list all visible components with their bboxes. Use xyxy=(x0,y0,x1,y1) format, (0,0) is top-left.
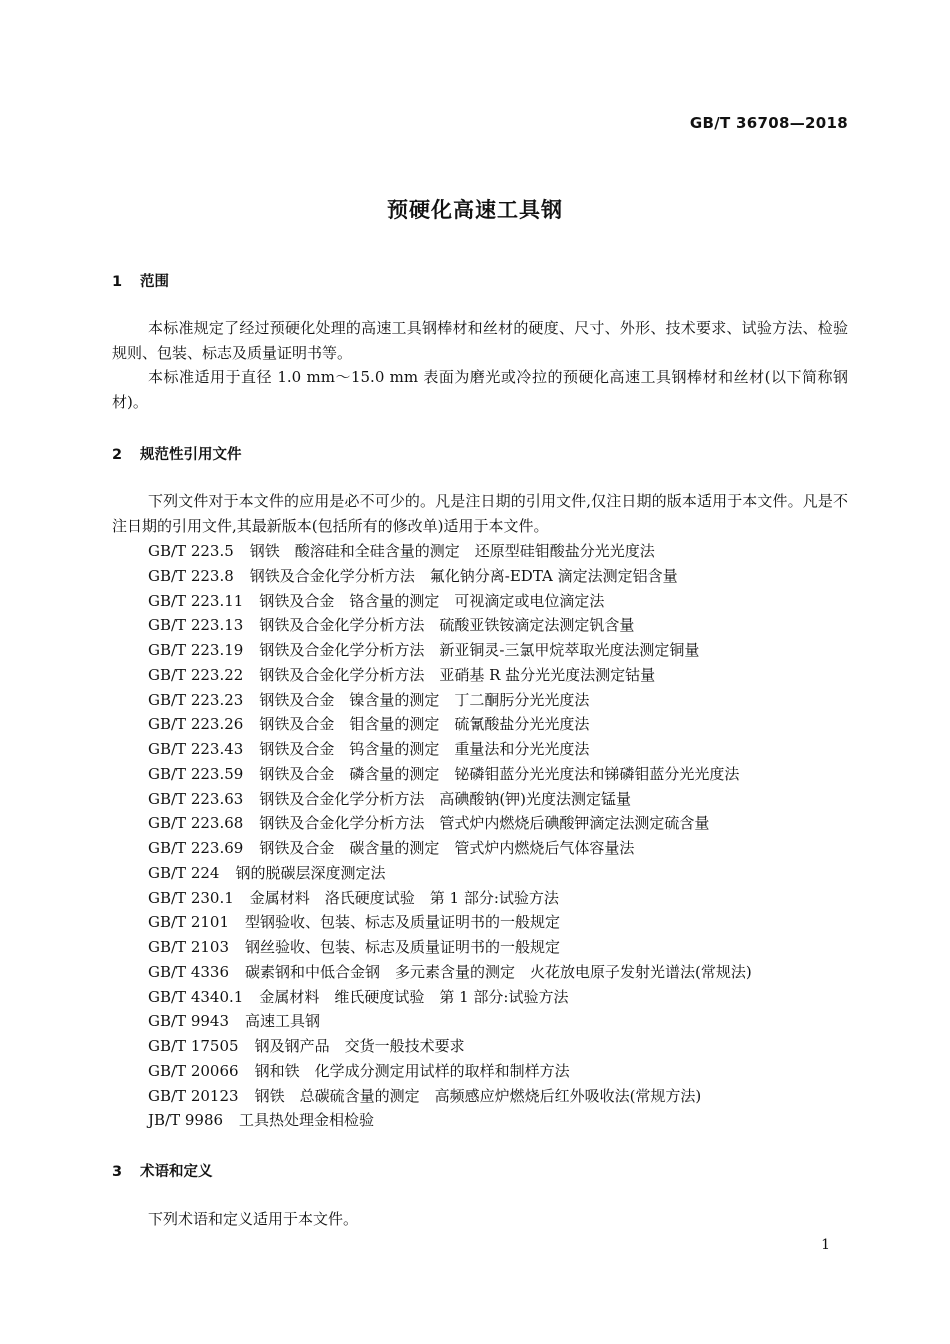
reference-item xyxy=(148,787,752,812)
reference-title: 钢铁及合金化学分析方法 新亚铜灵-三氯甲烷萃取光度法测定铜量 xyxy=(259,641,700,659)
reference-title: 钢铁及合金化学分析方法 氟化钠分离-EDTA 滴定法测定铝含量 xyxy=(249,566,678,585)
reference-code: GB/T 17505 xyxy=(148,1037,239,1055)
reference-item xyxy=(148,613,752,638)
reference-title: 钢铁及合金化学分析方法 管式炉内燃烧后碘酸钾滴定法测定硫含量 xyxy=(259,814,710,833)
section-3-heading xyxy=(112,1160,213,1181)
reference-item xyxy=(148,762,752,787)
section-title: 术语和定义 xyxy=(140,1164,213,1180)
section-title: 范围 xyxy=(140,274,169,290)
reference-item xyxy=(148,811,752,836)
section-number: 2 xyxy=(112,447,123,463)
section-2-heading xyxy=(112,443,242,464)
section-number: 3 xyxy=(112,1164,123,1180)
reference-item xyxy=(148,564,752,589)
reference-title: 钢的脱碳层深度测定法 xyxy=(235,863,386,882)
reference-code: GB/T 223.23 xyxy=(148,690,244,709)
reference-item xyxy=(148,712,752,737)
reference-item xyxy=(148,638,752,663)
reference-title: 钢铁及合金 钨含量的测定 重量法和分光光度法 xyxy=(259,740,590,758)
terms-intro: 下列术语和定义适用于本文件。 xyxy=(148,1210,359,1228)
reference-code: GB/T 223.68 xyxy=(148,814,244,833)
reference-title: 钢铁及合金 磷含量的测定 铋磷钼蓝分光光度法和锑磷钼蓝分光光度法 xyxy=(259,764,740,783)
reference-title: 型钢验收、包装、标志及质量证明书的一般规定 xyxy=(245,913,561,932)
reference-title: 钢铁及合金化学分析方法 高碘酸钠(钾)光度法测定锰量 xyxy=(259,789,632,808)
reference-code: GB/T 223.13 xyxy=(148,616,244,635)
reference-title: 钢铁及合金 镍含量的测定 丁二酮肟分光光度法 xyxy=(259,690,590,709)
reference-code: GB/T 223.59 xyxy=(148,764,244,783)
reference-item xyxy=(148,1009,752,1034)
reference-title: 钢铁及合金 碳含量的测定 管式炉内燃烧后气体容量法 xyxy=(259,839,635,857)
reference-title: 钢铁及合金 钼含量的测定 硫氰酸盐分光光度法 xyxy=(259,715,590,734)
reference-item xyxy=(148,539,752,564)
reference-item xyxy=(148,1084,752,1109)
reference-code: GB/T 223.43 xyxy=(148,740,244,758)
reference-title: 工具热处理金相检验 xyxy=(239,1111,375,1130)
references-intro: 下列文件对于本文件的应用是必不可少的。凡是注日期的引用文件,仅注日期的版本适用于本文件。凡是不注日期的引用文件,其最新版本(包括所有的修改单)适用于本文件。 xyxy=(112,492,848,535)
reference-code: JB/T 9986 xyxy=(148,1111,224,1130)
reference-item xyxy=(148,688,752,713)
reference-title: 钢铁 酸溶硅和全硅含量的测定 还原型硅钼酸盐分光光度法 xyxy=(249,542,655,560)
reference-item xyxy=(148,886,752,911)
reference-code: GB/T 9943 xyxy=(148,1012,230,1031)
reference-code: GB/T 20123 xyxy=(148,1086,239,1105)
scope-paragraph-1: 本标准规定了经过预硬化处理的高速工具钢棒材和丝材的硬度、尺寸、外形、技术要求、试验方法、检验规则、包装、标志及质量证明书等。 xyxy=(112,319,848,362)
standard-code: GB/T 36708—2018 xyxy=(689,114,848,132)
reference-code: GB/T 20066 xyxy=(148,1061,239,1080)
reference-item xyxy=(148,960,752,985)
reference-item xyxy=(148,910,752,935)
reference-item xyxy=(148,1059,752,1084)
document-title: 预硬化高速工具钢 xyxy=(387,198,563,222)
reference-code: GB/T 223.22 xyxy=(148,665,244,684)
reference-code: GB/T 223.69 xyxy=(148,839,244,857)
reference-code: GB/T 223.8 xyxy=(148,566,234,585)
reference-code: GB/T 2103 xyxy=(148,938,230,956)
reference-item xyxy=(148,935,752,960)
reference-title: 钢铁及合金 铬含量的测定 可视滴定或电位滴定法 xyxy=(259,591,605,610)
reference-title: 高速工具钢 xyxy=(245,1012,321,1031)
reference-title: 钢铁 总碳硫含量的测定 高频感应炉燃烧后红外吸收法(常规方法) xyxy=(254,1086,702,1105)
reference-code: GB/T 223.26 xyxy=(148,715,244,734)
page-number: 1 xyxy=(821,1237,830,1253)
reference-title: 钢铁及合金化学分析方法 硫酸亚铁铵滴定法测定钒含量 xyxy=(259,616,635,635)
section-number: 1 xyxy=(112,274,123,290)
reference-item xyxy=(148,1108,752,1133)
reference-code: GB/T 223.11 xyxy=(148,591,244,610)
reference-title: 钢及钢产品 交货一般技术要求 xyxy=(254,1037,465,1055)
reference-title: 钢铁及合金化学分析方法 亚硝基 R 盐分光光度法测定钴量 xyxy=(259,665,656,684)
reference-item xyxy=(148,589,752,614)
reference-title: 金属材料 洛氏硬度试验 第 1 部分:试验方法 xyxy=(249,888,559,907)
scope-paragraph-2: 本标准适用于直径 1.0 mm～15.0 mm 表面为磨光或冷拉的预硬化高速工具钢棒材和丝材(以下简称钢材)。 xyxy=(112,368,848,411)
reference-item xyxy=(148,985,752,1010)
reference-list xyxy=(148,539,752,1133)
reference-code: GB/T 4336 xyxy=(148,962,230,981)
reference-title: 金属材料 维氏硬度试验 第 1 部分:试验方法 xyxy=(259,987,569,1006)
reference-title: 碳素钢和中低合金钢 多元素含量的测定 火花放电原子发射光谱法(常规法) xyxy=(245,962,752,981)
reference-item xyxy=(148,663,752,688)
reference-code: GB/T 230.1 xyxy=(148,888,234,907)
reference-code: GB/T 223.19 xyxy=(148,641,244,659)
reference-code: GB/T 224 xyxy=(148,863,220,882)
reference-code: GB/T 4340.1 xyxy=(148,987,244,1006)
reference-title: 钢丝验收、包装、标志及质量证明书的一般规定 xyxy=(245,938,561,956)
section-title: 规范性引用文件 xyxy=(140,447,242,463)
reference-item xyxy=(148,1034,752,1059)
reference-item xyxy=(148,836,752,861)
reference-code: GB/T 223.5 xyxy=(148,542,234,560)
reference-title: 钢和铁 化学成分测定用试样的取样和制样方法 xyxy=(254,1061,570,1080)
reference-item xyxy=(148,737,752,762)
reference-code: GB/T 2101 xyxy=(148,913,230,932)
reference-code: GB/T 223.63 xyxy=(148,789,244,808)
section-1-heading xyxy=(112,270,169,291)
reference-item xyxy=(148,861,752,886)
